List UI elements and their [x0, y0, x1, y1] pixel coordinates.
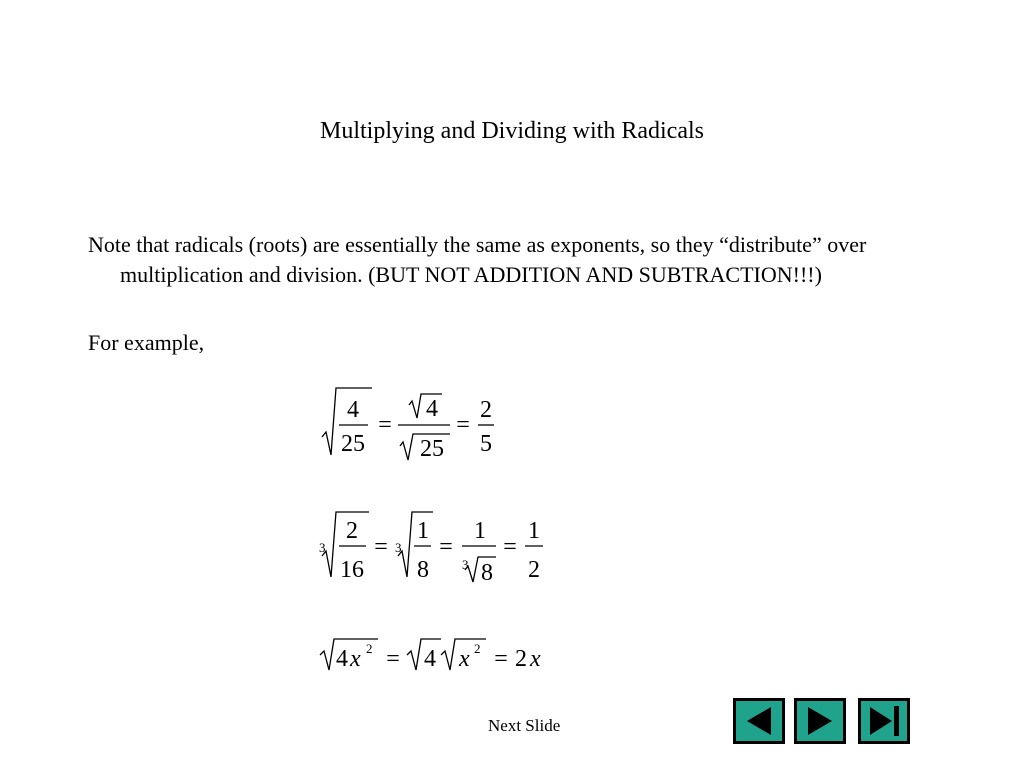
skip-to-end-icon	[858, 698, 910, 744]
fraction-numerator: 2	[346, 518, 358, 544]
equals-sign: =	[503, 534, 517, 560]
exponent: 2	[366, 641, 373, 656]
fraction-denominator: 8	[417, 557, 429, 583]
equals-sign: =	[494, 646, 508, 672]
fraction-denominator: 25	[341, 431, 365, 457]
fraction-numerator: 2	[480, 397, 492, 423]
next-slide-link[interactable]: Next Slide	[488, 716, 561, 735]
equals-sign: =	[378, 412, 392, 438]
equals-sign: =	[386, 646, 400, 672]
last-slide-button[interactable]	[858, 698, 910, 744]
variable: x	[459, 646, 470, 672]
first-slide-button[interactable]	[733, 698, 785, 744]
equals-sign: =	[374, 534, 388, 560]
equation-2	[319, 512, 543, 586]
note-paragraph: Note that radicals (roots) are essentially the same as exponents, so they “distribute” over multiplication and division. (BUT NOT ADDITION AND SUBTRACTION!!!)	[88, 232, 867, 287]
fraction-numerator: 1	[528, 518, 540, 544]
equation-1	[322, 388, 494, 462]
root-index: 3	[462, 557, 469, 572]
fraction-denominator: 2	[528, 557, 540, 583]
root-index: 3	[395, 540, 402, 555]
fraction-numerator: 1	[474, 518, 486, 544]
fraction-numerator: 4	[426, 396, 438, 422]
coefficient: 2	[515, 646, 527, 672]
root-index: 3	[319, 540, 326, 555]
coefficient: 4	[336, 646, 348, 672]
equation-3	[320, 639, 541, 672]
example-intro: For example,	[88, 330, 205, 355]
variable: x	[530, 646, 541, 672]
fraction-numerator: 4	[347, 397, 359, 423]
slide-title: Multiplying and Dividing with Radicals	[320, 118, 704, 144]
forward-arrow-icon	[794, 698, 846, 744]
fraction-denominator: 25	[420, 436, 444, 462]
fraction-denominator: 8	[481, 560, 493, 586]
equals-sign: =	[456, 412, 470, 438]
next-slide-button[interactable]	[794, 698, 846, 744]
exponent: 2	[474, 641, 481, 656]
coefficient: 4	[424, 646, 436, 672]
fraction-numerator: 1	[417, 518, 429, 544]
fraction-denominator: 5	[480, 431, 492, 457]
back-arrow-icon	[733, 698, 785, 744]
fraction-denominator: 16	[340, 557, 364, 583]
variable: x	[350, 646, 361, 672]
equals-sign: =	[439, 534, 453, 560]
